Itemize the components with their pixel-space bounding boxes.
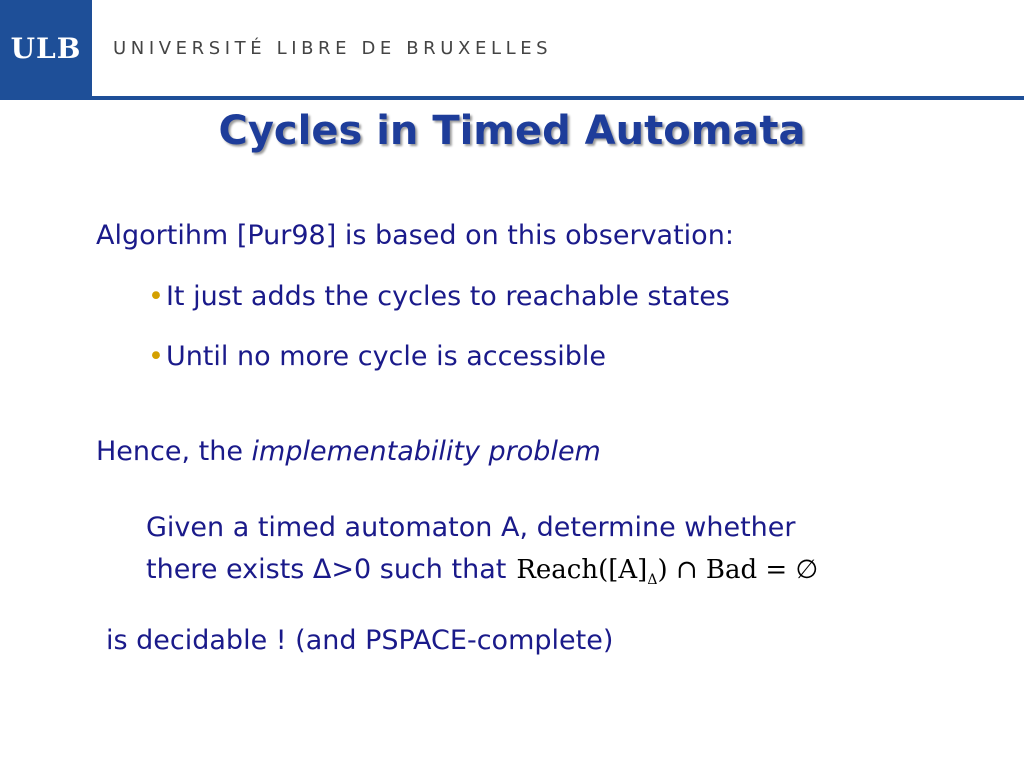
- given-line-1: Given a timed automaton A, determine whether: [146, 512, 796, 543]
- given-line-2-text: there exists Δ>0 such that: [146, 554, 507, 585]
- conclusion-line: is decidable ! (and PSPACE-complete): [106, 625, 614, 656]
- slide-title: Cycles in Timed Automata: [218, 108, 806, 154]
- bullet-item: [148, 281, 730, 312]
- header-divider: [0, 96, 1024, 100]
- hence-prefix: Hence, the: [96, 436, 252, 467]
- formula-delta-sub: Δ: [647, 572, 658, 589]
- formula-rest: ) ∩ Bad = ∅: [657, 555, 819, 585]
- intro-line: Algortihm [Pur98] is based on this observation:: [96, 220, 734, 251]
- bullet-item: [148, 341, 606, 372]
- university-name: UNIVERSITÉ LIBRE DE BRUXELLES: [113, 38, 553, 59]
- bullet-text: Until no more cycle is accessible: [165, 341, 606, 372]
- bullet-icon: •: [148, 341, 164, 372]
- bullet-icon: •: [148, 281, 164, 312]
- bullet-text: It just adds the cycles to reachable states: [165, 281, 730, 312]
- hence-emphasis: implementability problem: [251, 436, 601, 467]
- ulb-logo: ULB: [0, 0, 92, 96]
- hence-line: [96, 436, 601, 467]
- formula-reach: Reach([A]: [516, 555, 648, 585]
- given-line-2: [146, 554, 818, 588]
- header: [0, 0, 1024, 100]
- reach-formula: [516, 555, 819, 589]
